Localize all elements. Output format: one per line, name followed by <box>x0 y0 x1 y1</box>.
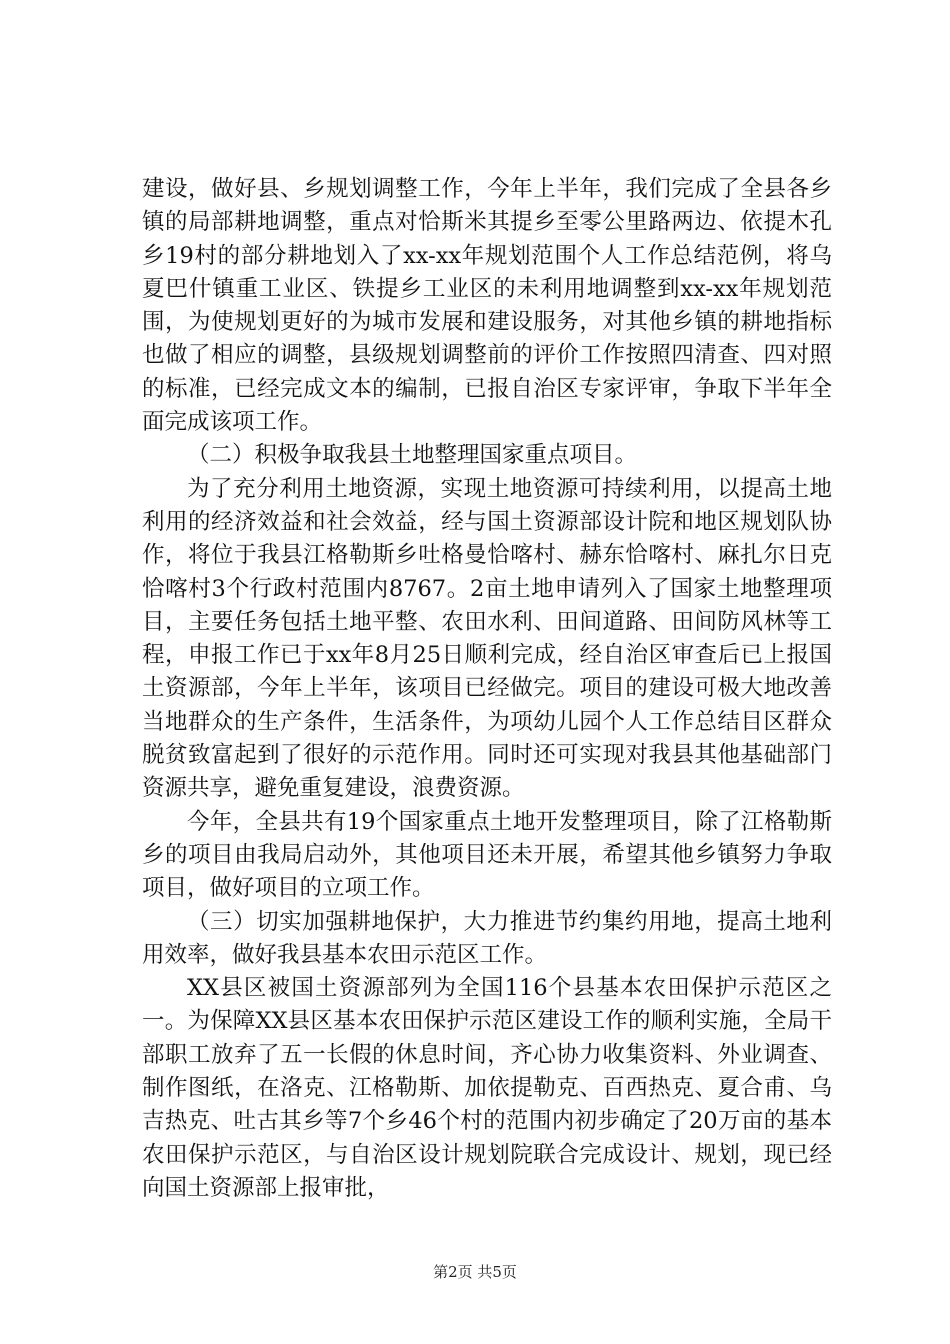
paragraph-continuation: 建设，做好县、乡规划调整工作，今年上半年，我们完成了全县各乡镇的局部耕地调整，重点对恰斯米其提乡至零公里路两边、依提木孔乡19村的部分耕地划入了xx-xx年规划范围个人工作总结范例，将乌夏巴什镇重工业区、铁提乡工业区的未利用地调整到xx-xx年规划范围，为使规划更好的为城市发展和建设服务，对其他乡镇的耕地指标也做了相应的调整，县级规划调整前的评价工作按照四清查、四对照的标准，已经完成文本的编制，已报自治区专家评审，争取下半年全面完成该项工作。 <box>142 176 832 436</box>
page-footer: 第2页 共5页 <box>433 1263 517 1281</box>
section-heading-2: （二）积极争取我县土地整理国家重点项目。 <box>187 442 638 469</box>
paragraph-key-projects: 今年，全县共有19个国家重点土地开发整理项目，除了江格勒斯乡的项目由我局启动外，其他项目还未开展，希望其他乡镇努力争取项目，做好项目的立项工作。 <box>142 808 832 902</box>
paragraph-land-project: 为了充分利用土地资源，实现土地资源可持续利用，以提高土地利用的经济效益和社会效益，经与国土资源部设计院和地区规划队协作，将位于我县江格勒斯乡吐格曼恰喀村、赫东恰喀村、麻扎尔日克恰喀村3个行政村范围内8767。2亩土地申请列入了国家土地整理项目，主要任务包括土地平整、农田水利、田间道路、田间防风林等工程，申报工作已于xx年8月25日顺利完成，经自治区审查后已上报国土资源部，今年上半年，该项目已经做完。项目的建设可极大地改善当地群众的生产条件，生活条件，为项幼儿园个人工作总结目区群众脱贫致富起到了很好的示范作用。同时还可实现对我县其他基础部门资源共享，避免重复建设，浪费资源。 <box>142 475 832 802</box>
document-body <box>142 173 832 1205</box>
paragraph-demonstration-zone: XX县区被国土资源部列为全国116个县基本农田保护示范区之一。为保障XX县区基本农田保护示范区建设工作的顺利实施，全局干部职工放弃了五一长假的休息时间，齐心协力收集资料、外业调查、制作图纸，在洛克、江格勒斯、加依提勒克、百西热克、夏合甫、乌吉热克、吐古其乡等7个乡46个村的范围内初步确定了20万亩的基本农田保护示范区，与自治区设计规划院联合完成设计、规划，现已经向国土资源部上报审批， <box>142 975 832 1201</box>
section-heading-3: （三）切实加强耕地保护，大力推进节约集约用地，提高土地利用效率，做好我县基本农田示范区工作。 <box>142 908 832 968</box>
